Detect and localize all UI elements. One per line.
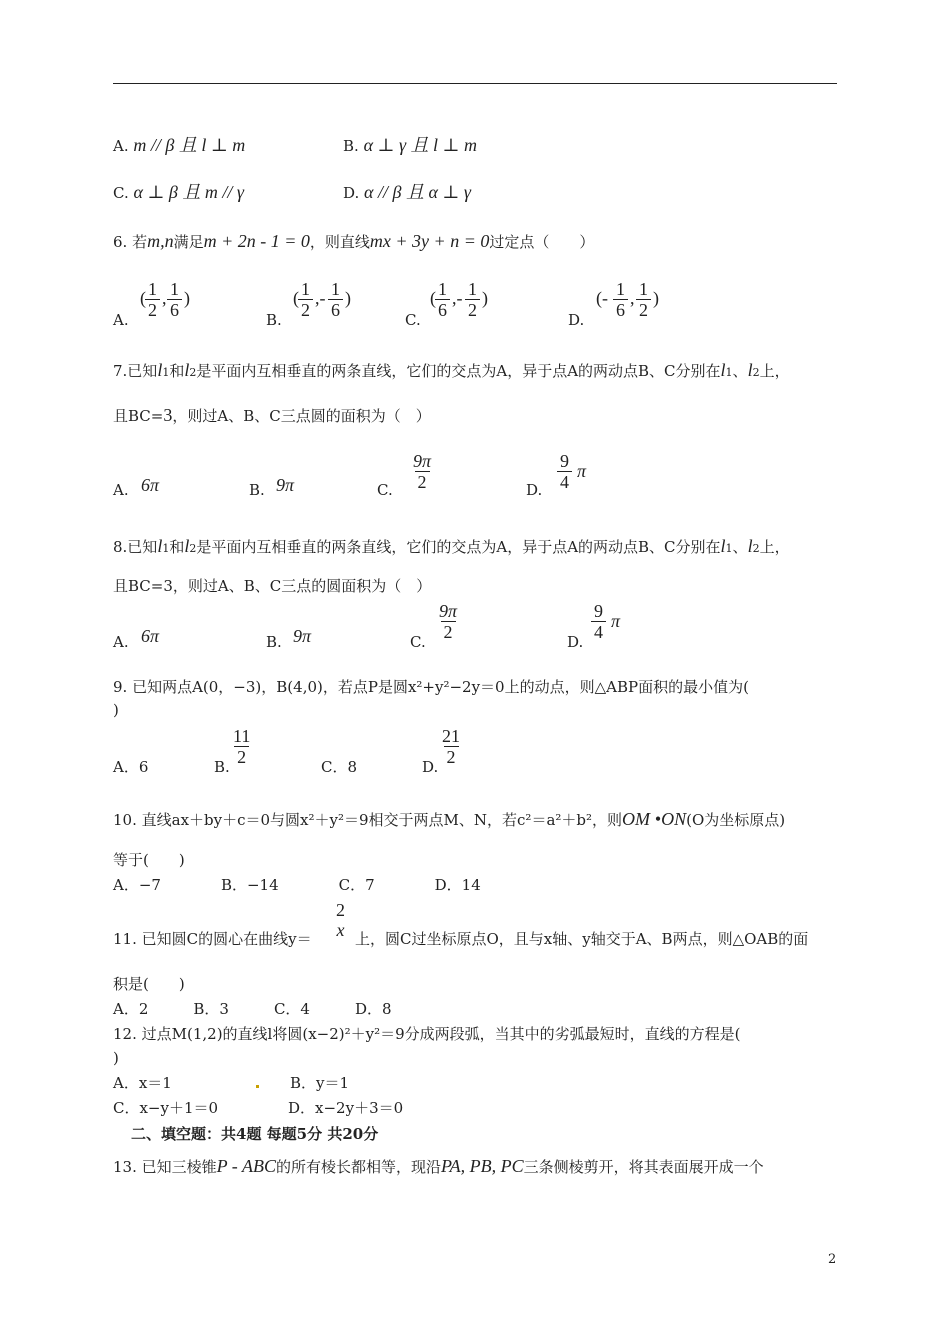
q8-option-a-label: A. bbox=[113, 633, 129, 651]
q6-option-b-sep: ,- bbox=[315, 288, 326, 308]
q6-option-c-frac1: $\frac{1}{6}$ bbox=[435, 279, 450, 320]
q12-option-d: D．x−2y＋3＝0 bbox=[288, 1099, 404, 1117]
q7-option-a-label: A. bbox=[113, 481, 129, 499]
q6-option-c-sep: ,- bbox=[452, 288, 463, 308]
q9-option-c: C．8 bbox=[321, 758, 358, 776]
q8-option-a-value: 6π bbox=[141, 626, 160, 646]
q5-option-a: A. m // β 且 l ⊥ m bbox=[113, 135, 246, 155]
q7-option-d-pi: π bbox=[577, 461, 587, 481]
q9-option-a: A．6 bbox=[113, 758, 149, 776]
q6-option-d-open: (- bbox=[596, 288, 608, 308]
q7-line2: 且BC=3，则过A、B、C三点圆的面积为（ ） bbox=[113, 405, 431, 425]
q6-option-a-close: ) bbox=[184, 288, 190, 308]
header-rule bbox=[113, 83, 837, 84]
q11-line1-b: 上，圆C过坐标原点O，且与x轴、y轴交于A、B两点，则△OAB的面 bbox=[355, 930, 809, 948]
q12-line1: 12. 过点M(1,2)的直线l将圆(x−2)²＋y²＝9分成两段弧，当其中的劣弧最短时，直线的方程是( bbox=[113, 1025, 741, 1043]
q7-option-b-label: B. bbox=[249, 481, 265, 499]
q13-line1: 13. 已知三棱锥P - ABC的所有棱长都相等，现沿PA, PB, PC三条侧棱剪开，将其表面展开成一个 bbox=[113, 1156, 764, 1176]
q11-fraction: 2 x bbox=[336, 900, 345, 940]
q12-line2: ) bbox=[113, 1049, 119, 1067]
q5-option-d: D. α // β 且 α ⊥ γ bbox=[343, 182, 471, 202]
q9-option-d-frac: $\frac{21}{2}$ bbox=[442, 726, 460, 767]
q10-line2: 等于( ) bbox=[113, 851, 185, 869]
q9-line1: 9. 已知两点A(0，−3)，B(4,0)，若点P是圆x²+y²−2y＝0上的动点，则△ABP面积的最小值为( bbox=[113, 678, 749, 696]
q7-line1: 7.已知l1和l2是平面内互相垂直的两条直线，它们的交点为A，异于点A的两动点B、C分别在l1、l2上， bbox=[113, 360, 790, 380]
q6-option-c-open: ( bbox=[430, 288, 436, 308]
q6-option-d-sep: , bbox=[630, 288, 635, 308]
q12-option-c: C．x−y＋1＝0 bbox=[113, 1099, 219, 1117]
q11-line1-a: 11. 已知圆C的圆心在曲线y＝ bbox=[113, 930, 312, 948]
q6-option-b-label: B. bbox=[266, 311, 282, 329]
q6-option-b-close: ) bbox=[345, 288, 351, 308]
q8-option-d-frac: $\frac{9}{4}$ bbox=[591, 601, 606, 642]
q12-option-a: A．x＝1 bbox=[113, 1074, 172, 1092]
q5-option-b: B. α ⊥ γ 且 l ⊥ m bbox=[343, 135, 477, 155]
q7-option-d-frac: $\frac{9}{4}$ bbox=[557, 451, 572, 492]
q8-option-b-value: 9π bbox=[293, 626, 312, 646]
q8-option-d-label: D. bbox=[567, 633, 584, 651]
q6-option-d-frac2: $\frac{1}{2}$ bbox=[636, 279, 651, 320]
q7-option-a-value: 6π bbox=[141, 475, 160, 495]
q11-options: A．2 B．3 C．4 D．8 bbox=[113, 1000, 392, 1018]
q12-option-b: B．y＝1 bbox=[290, 1074, 350, 1092]
q6-option-b-open: ( bbox=[293, 288, 299, 308]
stray-dot bbox=[256, 1085, 259, 1088]
q6-option-d-frac1: $\frac{1}{6}$ bbox=[613, 279, 628, 320]
page-number: 2 bbox=[828, 1252, 837, 1267]
q7-option-c-label: C. bbox=[377, 481, 393, 499]
q6-option-b-frac2: $\frac{1}{6}$ bbox=[328, 279, 343, 320]
q6-option-a-sep: , bbox=[162, 288, 167, 308]
q6-option-a-open: ( bbox=[140, 288, 146, 308]
q7-option-b-value: 9π bbox=[276, 475, 295, 495]
q6-option-c-label: C. bbox=[405, 311, 421, 329]
q8-option-b-label: B. bbox=[266, 633, 282, 651]
q11-line2: 积是( ) bbox=[113, 975, 185, 993]
q8-option-c-frac: $\frac{9\pi}{2}$ bbox=[439, 601, 458, 642]
q10-line1: 10. 直线ax＋by＋c＝0与圆x²＋y²＝9相交于两点M、N，若c²＝a²＋b²，则OM •ON(O为坐标原点) bbox=[113, 809, 786, 829]
q7-option-c-frac: $\frac{9\pi}{2}$ bbox=[413, 451, 432, 492]
q9-line2: ) bbox=[113, 701, 119, 719]
q7-option-d-label: D. bbox=[526, 481, 543, 499]
q6-option-c-frac2: $\frac{1}{2}$ bbox=[465, 279, 480, 320]
q6-stem: 6. 若m,n满足m + 2n - 1 = 0，则直线mx + 3y + n = 0过定点（ ） bbox=[113, 231, 595, 251]
q6-option-d-close: ) bbox=[653, 288, 659, 308]
q8-line2: 且BC=3，则过A、B、C三点的圆面积为（ ） bbox=[113, 577, 432, 595]
q6-option-d-label: D. bbox=[568, 311, 585, 329]
q9-option-b-label: B. bbox=[214, 758, 230, 776]
q8-option-d-pi: π bbox=[611, 611, 621, 631]
section-heading: 二、填空题：共4题 每题5分 共20分 bbox=[131, 1125, 379, 1143]
q8-line1: 8.已知l1和l2是平面内互相垂直的两条直线，它们的交点为A，异于点A的两动点B、C分别在l1、l2上， bbox=[113, 536, 790, 556]
q9-option-b-frac: $\frac{11}{2}$ bbox=[233, 726, 251, 767]
q6-option-a-label: A. bbox=[113, 311, 129, 329]
q5-option-c: C. α ⊥ β 且 m // γ bbox=[113, 182, 244, 202]
q9-option-d-label: D. bbox=[422, 758, 439, 776]
q10-options: A．−7 B．−14 C．7 D．14 bbox=[113, 876, 481, 894]
q8-option-c-label: C. bbox=[410, 633, 426, 651]
q6-option-b-frac1: $\frac{1}{2}$ bbox=[298, 279, 313, 320]
q6-option-a-frac2: $\frac{1}{6}$ bbox=[167, 279, 182, 320]
q6-option-a-frac1: $\frac{1}{2}$ bbox=[145, 279, 160, 320]
q6-option-c-close: ) bbox=[482, 288, 488, 308]
